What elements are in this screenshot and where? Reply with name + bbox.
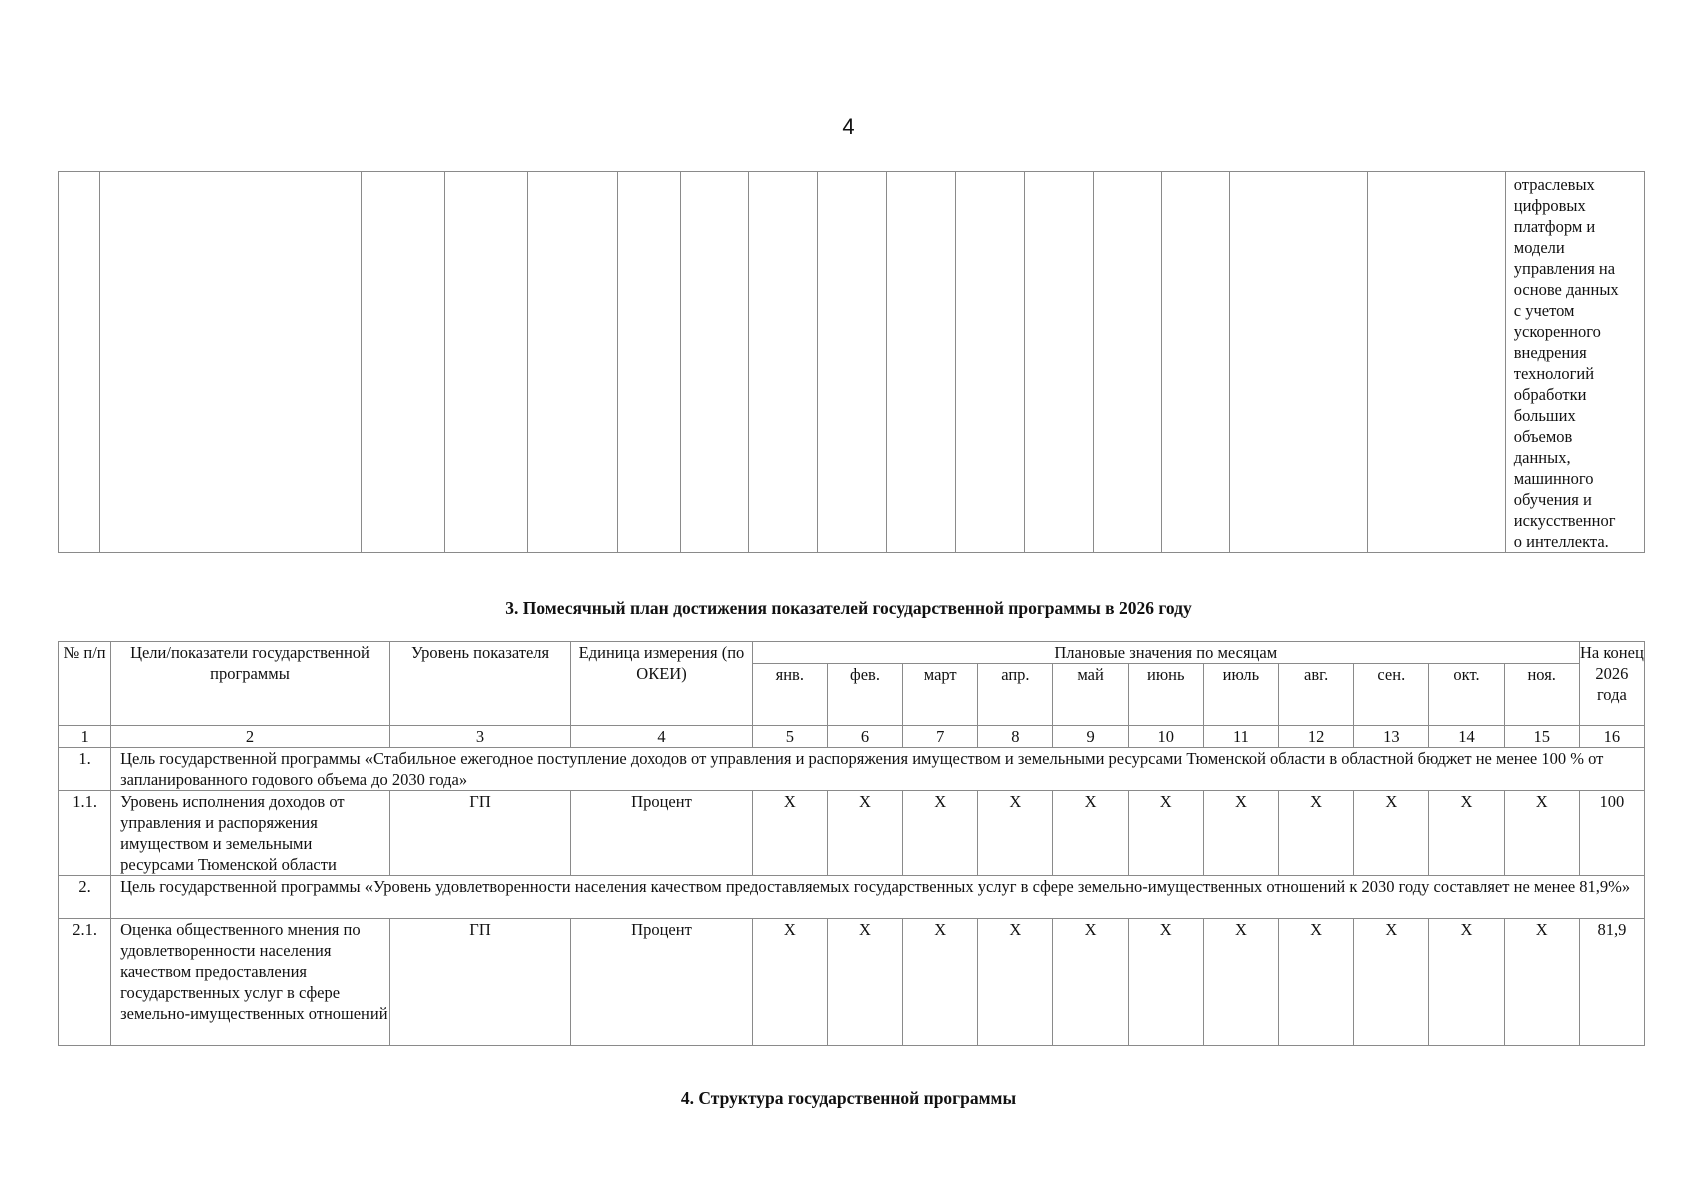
header-month: апр. — [978, 664, 1053, 726]
empty-cell — [59, 172, 100, 553]
column-number: 4 — [571, 726, 752, 748]
month-value: X — [1354, 791, 1429, 876]
empty-cell — [749, 172, 818, 553]
row-number: 2. — [59, 876, 111, 919]
row-number: 2.1. — [59, 919, 111, 1046]
empty-cell — [100, 172, 362, 553]
header-month: июнь — [1128, 664, 1203, 726]
month-value: X — [978, 919, 1053, 1046]
month-value: X — [1128, 791, 1203, 876]
text-line: внедрения — [1513, 343, 1587, 362]
text-line: отраслевых — [1513, 175, 1595, 194]
column-number: 11 — [1203, 726, 1278, 748]
header-month: март — [903, 664, 978, 726]
column-number: 8 — [978, 726, 1053, 748]
month-value: X — [752, 791, 827, 876]
text-line: ускоренного — [1513, 322, 1601, 341]
text-line: платформ и — [1513, 217, 1596, 236]
table-row — [59, 919, 1645, 1046]
end-of-year-value: 81,9 — [1579, 919, 1644, 1046]
empty-cell — [681, 172, 749, 553]
text-line: с учетом — [1513, 301, 1575, 320]
column-number: 9 — [1053, 726, 1128, 748]
month-value: X — [1203, 791, 1278, 876]
column-number: 2 — [111, 726, 390, 748]
header-monthly-values: Плановые значения по месяцам — [752, 642, 1579, 664]
header-goals: Цели/показатели государственной программы — [111, 642, 390, 726]
header-month: фев. — [827, 664, 902, 726]
month-value: X — [827, 919, 902, 1046]
empty-cell — [1229, 172, 1367, 553]
indicator-name: Уровень исполнения доходов от управления и распоряжения имуществом и земельными ресурсами Тюменской области — [111, 791, 390, 876]
column-number: 3 — [389, 726, 570, 748]
empty-cell — [818, 172, 887, 553]
empty-cell — [1093, 172, 1161, 553]
header-num: № п/п — [59, 642, 111, 726]
row-number: 1.1. — [59, 791, 111, 876]
text-line: больших — [1513, 406, 1576, 425]
column-number: 5 — [752, 726, 827, 748]
month-value: X — [1279, 791, 1354, 876]
month-value: X — [752, 919, 827, 1046]
month-value: X — [1504, 919, 1579, 1046]
text-line: искусственног — [1513, 511, 1616, 530]
month-value: X — [827, 791, 902, 876]
column-number: 6 — [827, 726, 902, 748]
header-month: янв. — [752, 664, 827, 726]
column-number: 7 — [903, 726, 978, 748]
indicator-unit: Процент — [571, 791, 752, 876]
empty-cell — [1367, 172, 1505, 553]
month-value: X — [1429, 919, 1504, 1046]
header-month: окт. — [1429, 664, 1504, 726]
month-value: X — [1203, 919, 1278, 1046]
text-line: обработки — [1513, 385, 1587, 404]
header-month: ноя. — [1504, 664, 1579, 726]
header-month: сен. — [1354, 664, 1429, 726]
continued-text-cell — [1505, 172, 1644, 553]
column-number: 14 — [1429, 726, 1504, 748]
text-line: модели — [1513, 238, 1565, 257]
empty-cell — [887, 172, 956, 553]
goal-text: Цель государственной программы «Стабильное ежегодное поступление доходов от управления и распоряжения имуществом и земельными ресурсами Тюменской области в областной бюджет не менее 100 % от запланированного годового объема до 2030 года» — [111, 748, 1645, 791]
text-line: о интеллекта. — [1513, 532, 1609, 551]
month-value: X — [1279, 919, 1354, 1046]
column-number: 10 — [1128, 726, 1203, 748]
month-value: X — [1504, 791, 1579, 876]
header-month: май — [1053, 664, 1128, 726]
month-value: X — [1053, 791, 1128, 876]
indicator-level: ГП — [389, 919, 570, 1046]
text-line: данных, — [1513, 448, 1571, 467]
indicator-unit: Процент — [571, 919, 752, 1046]
table-row — [59, 876, 1645, 919]
month-value: X — [1429, 791, 1504, 876]
month-value: X — [903, 919, 978, 1046]
section-3-title: 3. Помесячный план достижения показателей государственной программы в 2026 году — [505, 598, 1192, 618]
empty-cell — [618, 172, 681, 553]
empty-cell — [1161, 172, 1229, 553]
column-number: 15 — [1504, 726, 1579, 748]
continuation-table — [58, 171, 1645, 553]
month-value: X — [1354, 919, 1429, 1046]
header-level: Уровень показателя — [389, 642, 570, 726]
month-value: X — [903, 791, 978, 876]
empty-cell — [528, 172, 618, 553]
table-row — [59, 748, 1645, 791]
table-row — [59, 791, 1645, 876]
text-line: машинного — [1513, 469, 1594, 488]
empty-cell — [362, 172, 445, 553]
monthly-plan-table — [58, 641, 1645, 1046]
indicator-level: ГП — [389, 791, 570, 876]
column-number: 12 — [1279, 726, 1354, 748]
row-number: 1. — [59, 748, 111, 791]
text-line: основе данных — [1513, 280, 1619, 299]
empty-cell — [445, 172, 528, 553]
header-month: июль — [1203, 664, 1278, 726]
header-unit: Единица измерения (по ОКЕИ) — [571, 642, 752, 726]
month-value: X — [1053, 919, 1128, 1046]
text-line: управления на — [1513, 259, 1616, 278]
column-number: 13 — [1354, 726, 1429, 748]
empty-cell — [956, 172, 1024, 553]
column-number: 1 — [59, 726, 111, 748]
text-line: обучения и — [1513, 490, 1592, 509]
text-line: технологий — [1513, 364, 1595, 383]
header-month: авг. — [1279, 664, 1354, 726]
header-end-of-year: На конец 2026 года — [1579, 642, 1644, 726]
indicator-name: Оценка общественного мнения по удовлетворенности населения качеством предоставления государственных услуг в сфере земельно-имущественных отношений — [111, 919, 390, 1046]
page-number: 4 — [842, 114, 855, 139]
column-number: 16 — [1579, 726, 1644, 748]
month-value: X — [978, 791, 1053, 876]
text-line: цифровых — [1513, 196, 1586, 215]
text-line: объемов — [1513, 427, 1573, 446]
empty-cell — [1024, 172, 1093, 553]
month-value: X — [1128, 919, 1203, 1046]
goal-text: Цель государственной программы «Уровень удовлетворенности населения качеством предоставляемых государственных услуг в сфере земельно-имущественных отношений к 2030 году составляет не менее 81,9%» — [111, 876, 1645, 919]
section-4-title: 4. Структура государственной программы — [680, 1088, 1017, 1108]
end-of-year-value: 100 — [1579, 791, 1644, 876]
